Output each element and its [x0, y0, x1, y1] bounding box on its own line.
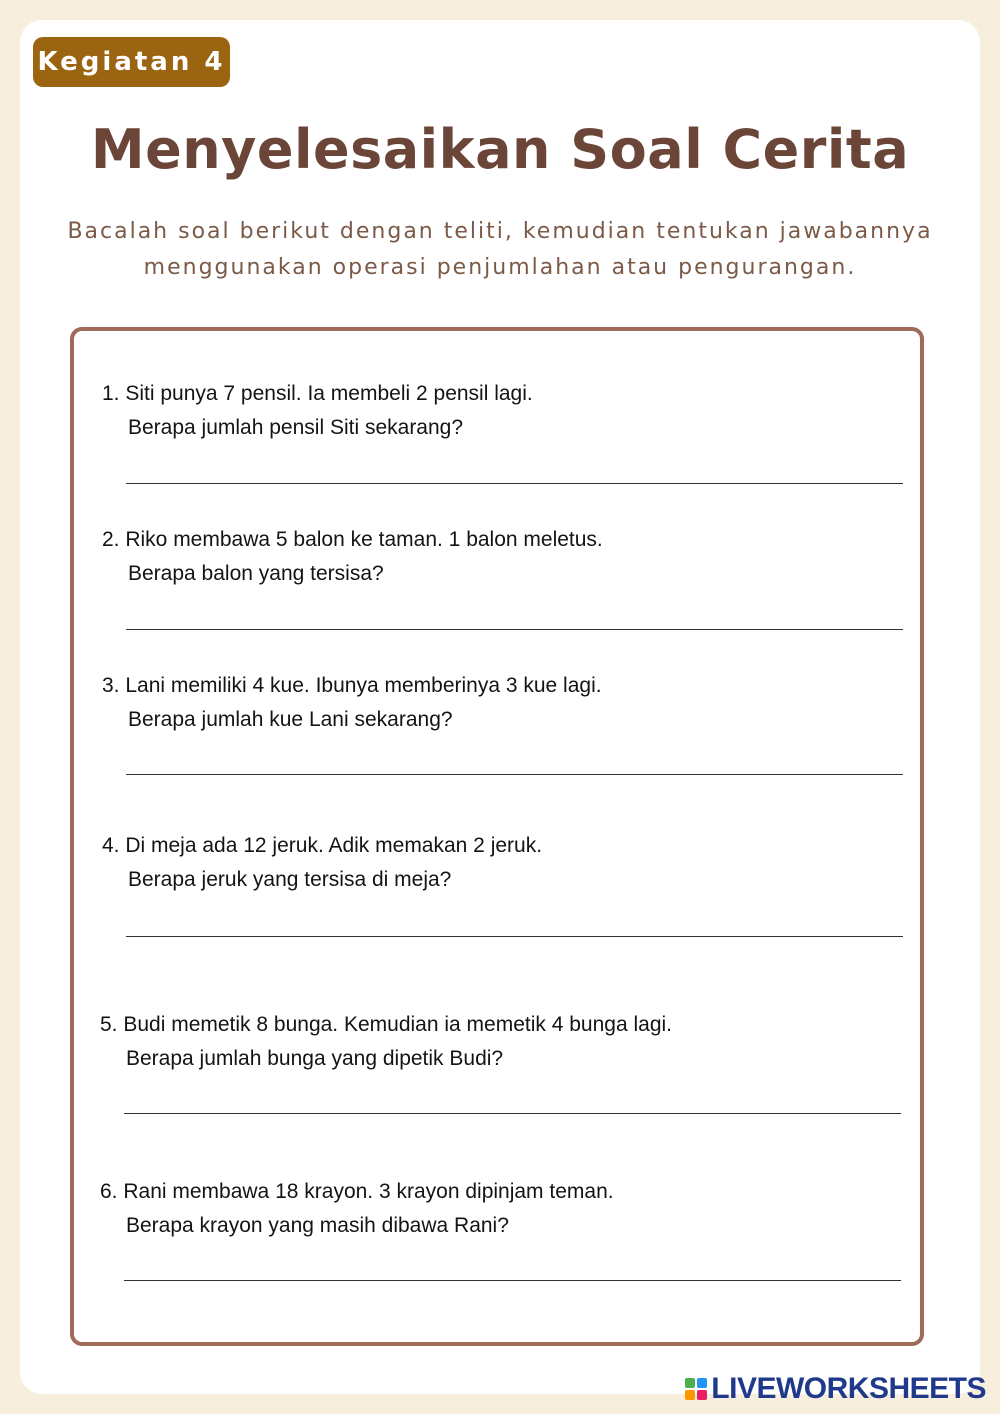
question-1-text: 1. Siti punya 7 pensil. Ia membeli 2 pensil lagi. [102, 382, 533, 405]
question-2-prompt: Berapa balon yang tersisa? [128, 562, 384, 585]
activity-badge: Kegiatan 4 [33, 37, 230, 87]
question-3-prompt: Berapa jumlah kue Lani sekarang? [128, 708, 453, 731]
question-5-prompt: Berapa jumlah bunga yang dipetik Budi? [126, 1047, 504, 1070]
instruction-text [40, 214, 960, 286]
question-5 [100, 1013, 900, 1071]
answer-line-1[interactable] [126, 483, 903, 484]
instruction-line-1: Bacalah soal berikut dengan teliti, kemudian tentukan jawabannya [67, 219, 933, 244]
question-1 [102, 382, 902, 440]
question-4-text: 4. Di meja ada 12 jeruk. Adik memakan 2 jeruk. [102, 834, 543, 857]
logo-text: LIVEWORKSHEETS [711, 1372, 986, 1405]
answer-line-5[interactable] [124, 1113, 901, 1114]
question-5-text: 5. Budi memetik 8 bunga. Kemudian ia memetik 4 bunga lagi. [100, 1013, 672, 1036]
question-3 [102, 674, 902, 732]
question-3-text: 3. Lani memiliki 4 kue. Ibunya memberinya 3 kue lagi. [102, 674, 602, 697]
answer-line-3[interactable] [126, 774, 903, 775]
instruction-line-2: menggunakan operasi penjumlahan atau pengurangan. [143, 255, 857, 280]
question-6-text: 6. Rani membawa 18 krayon. 3 krayon dipinjam teman. [100, 1180, 614, 1203]
liveworksheets-logo [685, 1372, 986, 1406]
question-2 [102, 528, 902, 586]
page-title: Menyelesaikan Soal Cerita [90, 118, 910, 181]
logo-grid-icon [685, 1378, 707, 1400]
answer-line-2[interactable] [126, 629, 903, 630]
question-6 [100, 1180, 900, 1238]
answer-line-4[interactable] [126, 936, 903, 937]
answer-line-6[interactable] [124, 1280, 901, 1281]
question-4-prompt: Berapa jeruk yang tersisa di meja? [128, 868, 452, 891]
question-4 [102, 834, 902, 892]
question-2-text: 2. Riko membawa 5 balon ke taman. 1 balon meletus. [102, 528, 603, 551]
question-1-prompt: Berapa jumlah pensil Siti sekarang? [128, 416, 464, 439]
question-6-prompt: Berapa krayon yang masih dibawa Rani? [126, 1214, 509, 1237]
